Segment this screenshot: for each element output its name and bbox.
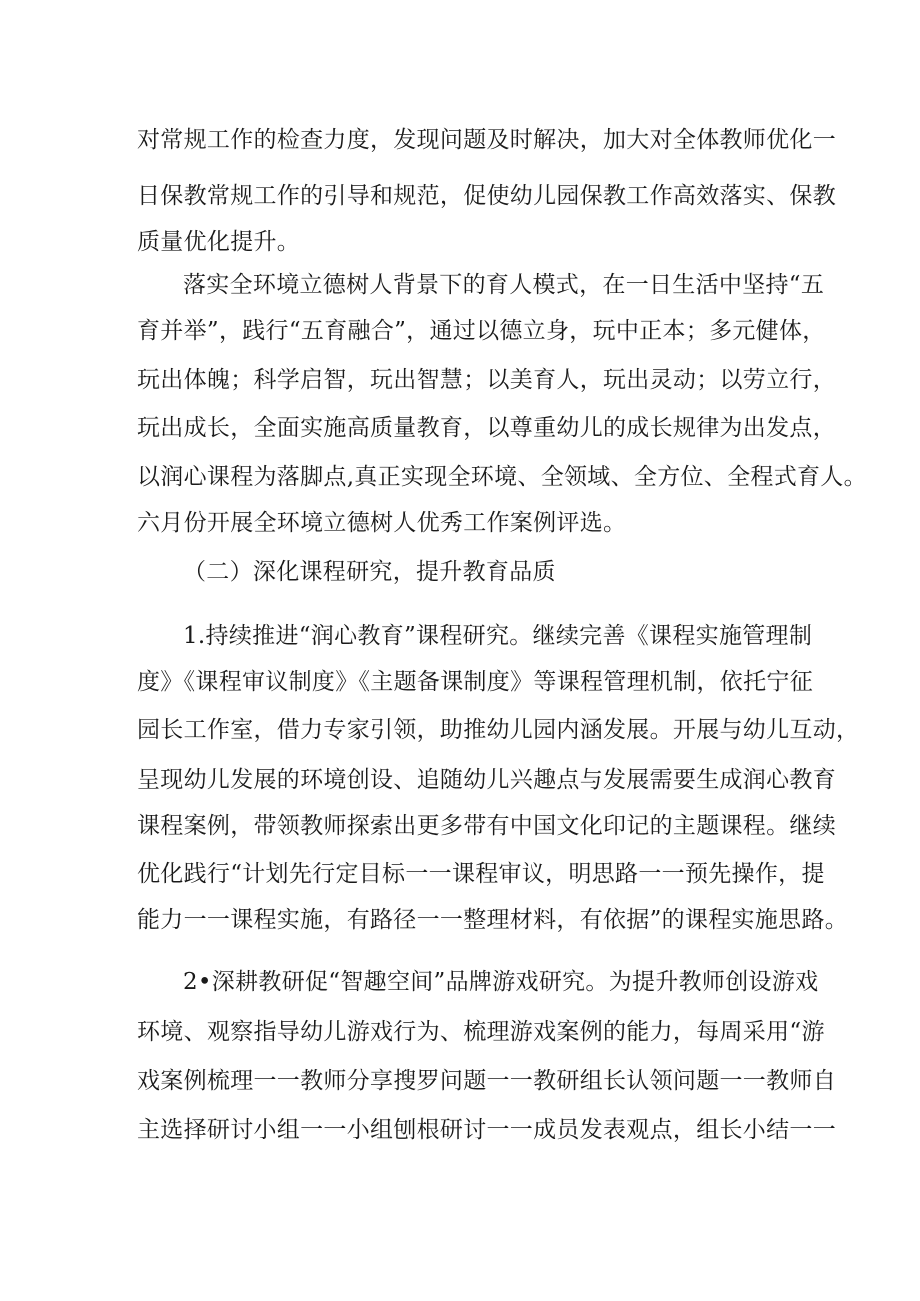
paragraph-1-line-3: 质量优化提升。 (137, 229, 301, 255)
paragraph-1-line-1: 对常规工作的检查力度，发现问题及时解决，加大对全体教师优化一 (137, 127, 836, 153)
paragraph-4-line-3: 戏案例梳理一一教师分享搜罗问题一一教研组长认领问题一一教师自 (137, 1068, 836, 1094)
paragraph-2-line-2: 育并举”，践行“五育融合”，通过以德立身，玩中正本；多元健体， (137, 318, 826, 344)
paragraph-3-line-2: 度》《课程审议制度》《主题备课制度》等课程管理机制，依托宁征 (137, 669, 813, 695)
paragraph-3-line-5: 课程案例，带领教师探索出更多带有中国文化印记的主题课程。继续 (137, 813, 836, 839)
section-heading: （二）深化课程研究，提升教育品质 (183, 559, 556, 585)
paragraph-2-line-3: 玩出体魄；科学启智，玩出智慧；以美育人，玩出灵动；以劳立行， (137, 367, 836, 393)
paragraph-4-line-1: 2•深耕教研促“智趣空间”品牌游戏研究。为提升教师创设游戏 (183, 969, 819, 995)
paragraph-1-line-2: 日保教常规工作的引导和规范，促使幼儿园保教工作高效落实、保教 (137, 183, 836, 209)
paragraph-3-line-6: 优化践行“计划先行定目标一一课程审议，明思路一一预先操作，提 (137, 861, 825, 887)
paragraph-3-line-1: 1.持续推进“润心教育”课程研究。继续完善《课程实施管理制 (183, 623, 813, 649)
paragraph-2-line-4: 玩出成长，全面实施高质量教育，以尊重幼儿的成长规律为出发点， (137, 415, 836, 441)
paragraph-4-line-2: 环境、观察指导幼儿游戏行为、梳理游戏案例的能力，每周采用“游 (137, 1019, 825, 1045)
paragraph-2-line-6: 六月份开展全环境立德树人优秀工作案例评选。 (137, 510, 627, 536)
paragraph-2-line-1: 落实全环境立德树人背景下的育人模式，在一日生活中坚持“五 (183, 272, 825, 298)
paragraph-3-line-4: 呈现幼儿发展的环境创设、追随幼儿兴趣点与发展需要生成润心教育 (137, 767, 836, 793)
paragraph-2-line-5: 以润心课程为落脚点,真正实现全环境、全领域、全方位、全程式育人。 (137, 464, 867, 490)
paragraph-3-line-3: 园长工作室，借力专家引领，助推幼儿园内涵发展。开展与幼儿互动， (137, 717, 860, 743)
paragraph-4-line-4: 主选择研讨小组一一小组刨根研讨一一成员发表观点，组长小结一一 (137, 1117, 836, 1143)
paragraph-3-line-7: 能力一一课程实施，有路径一一整理材料，有依据”的课程实施思路。 (137, 907, 849, 933)
